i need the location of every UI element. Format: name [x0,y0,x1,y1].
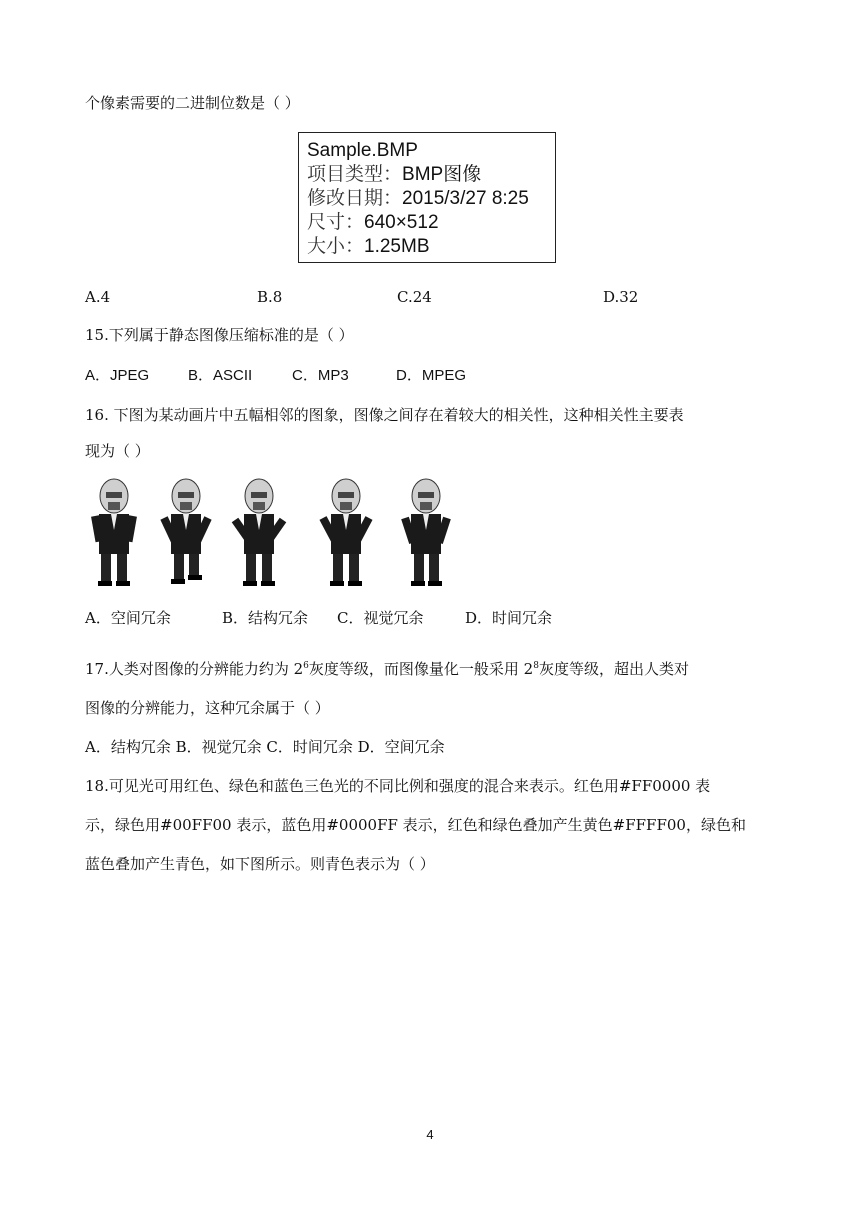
animation-frame-1 [84,478,144,588]
info-type-value: BMP图像 [402,164,482,185]
animation-frame-2 [156,478,216,588]
q17-exponent-8: 8 [533,661,539,671]
q18-stem-line3: 蓝色叠加产生青色，如下图所示。则青色表示为（ ） [85,855,435,873]
q17-stem-line2: 图像的分辨能力，这种冗余属于（ ） [85,699,330,717]
q17-stem-line1 [85,659,689,679]
q14-option-a: A.4 [85,288,111,306]
info-filesize-key: 大小： [307,236,365,257]
q15-option-d: D．MPEG [396,367,467,384]
q17-options: A．结构冗余 B．视觉冗余 C．时间冗余 D．空间冗余 [85,738,445,756]
q17-stem-part1: 17.人类对图像的分辨能力约为 2 [85,660,304,678]
info-dimensions-key: 尺寸： [307,212,365,233]
info-filesize-value: 1.25MB [364,236,430,257]
info-filename: Sample.BMP [307,140,418,161]
info-filesize [307,235,555,259]
animation-frame-5 [396,478,456,588]
q14-option-b: B.8 [257,288,283,306]
q14-stem-tail: 个像素需要的二进制位数是（ ） [85,94,300,112]
q16-option-d: D．时间冗余 [465,609,553,627]
q17-stem-part2: 灰度等级，而图像量化一般采用 2 [308,660,534,678]
info-dimensions [307,211,555,235]
q15-stem: 15.下列属于静态图像压缩标准的是（ ） [85,326,354,344]
q15-option-a: A．JPEG [85,367,150,384]
animation-frames [84,478,464,588]
q16-stem-line1: 16. 下图为某动画片中五幅相邻的图象，图像之间存在着较大的相关性，这种相关性主要表 [85,406,684,424]
info-date-value: 2015/3/27 8:25 [402,188,529,209]
page-number: 4 [426,1127,434,1142]
q17-stem-part3: 灰度等级，超出人类对 [538,660,689,678]
q17-exponent-6: 6 [303,661,309,671]
info-type [307,163,555,187]
q18-stem-line1: 18.可见光可用红色、绿色和蓝色三色光的不同比例和强度的混合来表示。红色用#FF0000 表 [85,777,711,795]
q16-option-c: C．视觉冗余 [337,609,424,627]
q18-stem-line2: 示，绿色用#00FF00 表示，蓝色用#0000FF 表示，红色和绿色叠加产生黄色#FFFF00，绿色和 [85,816,746,834]
animation-frame-4 [316,478,376,588]
q14-option-d: D.32 [603,288,639,306]
info-date-key: 修改日期： [307,188,403,209]
q16-option-a: A．空间冗余 [85,609,171,627]
animation-frame-3 [229,478,289,588]
q14-option-c: C.24 [397,288,432,306]
info-date [307,187,555,211]
q16-stem-line2: 现为（ ） [85,442,150,460]
q15-option-b: B．ASCII [188,367,253,384]
info-dimensions-value: 640×512 [364,212,439,233]
file-info-box [298,132,556,263]
q15-option-c: C．MP3 [292,367,349,384]
info-type-key: 项目类型： [307,164,403,185]
q16-option-b: B．结构冗余 [222,609,309,627]
